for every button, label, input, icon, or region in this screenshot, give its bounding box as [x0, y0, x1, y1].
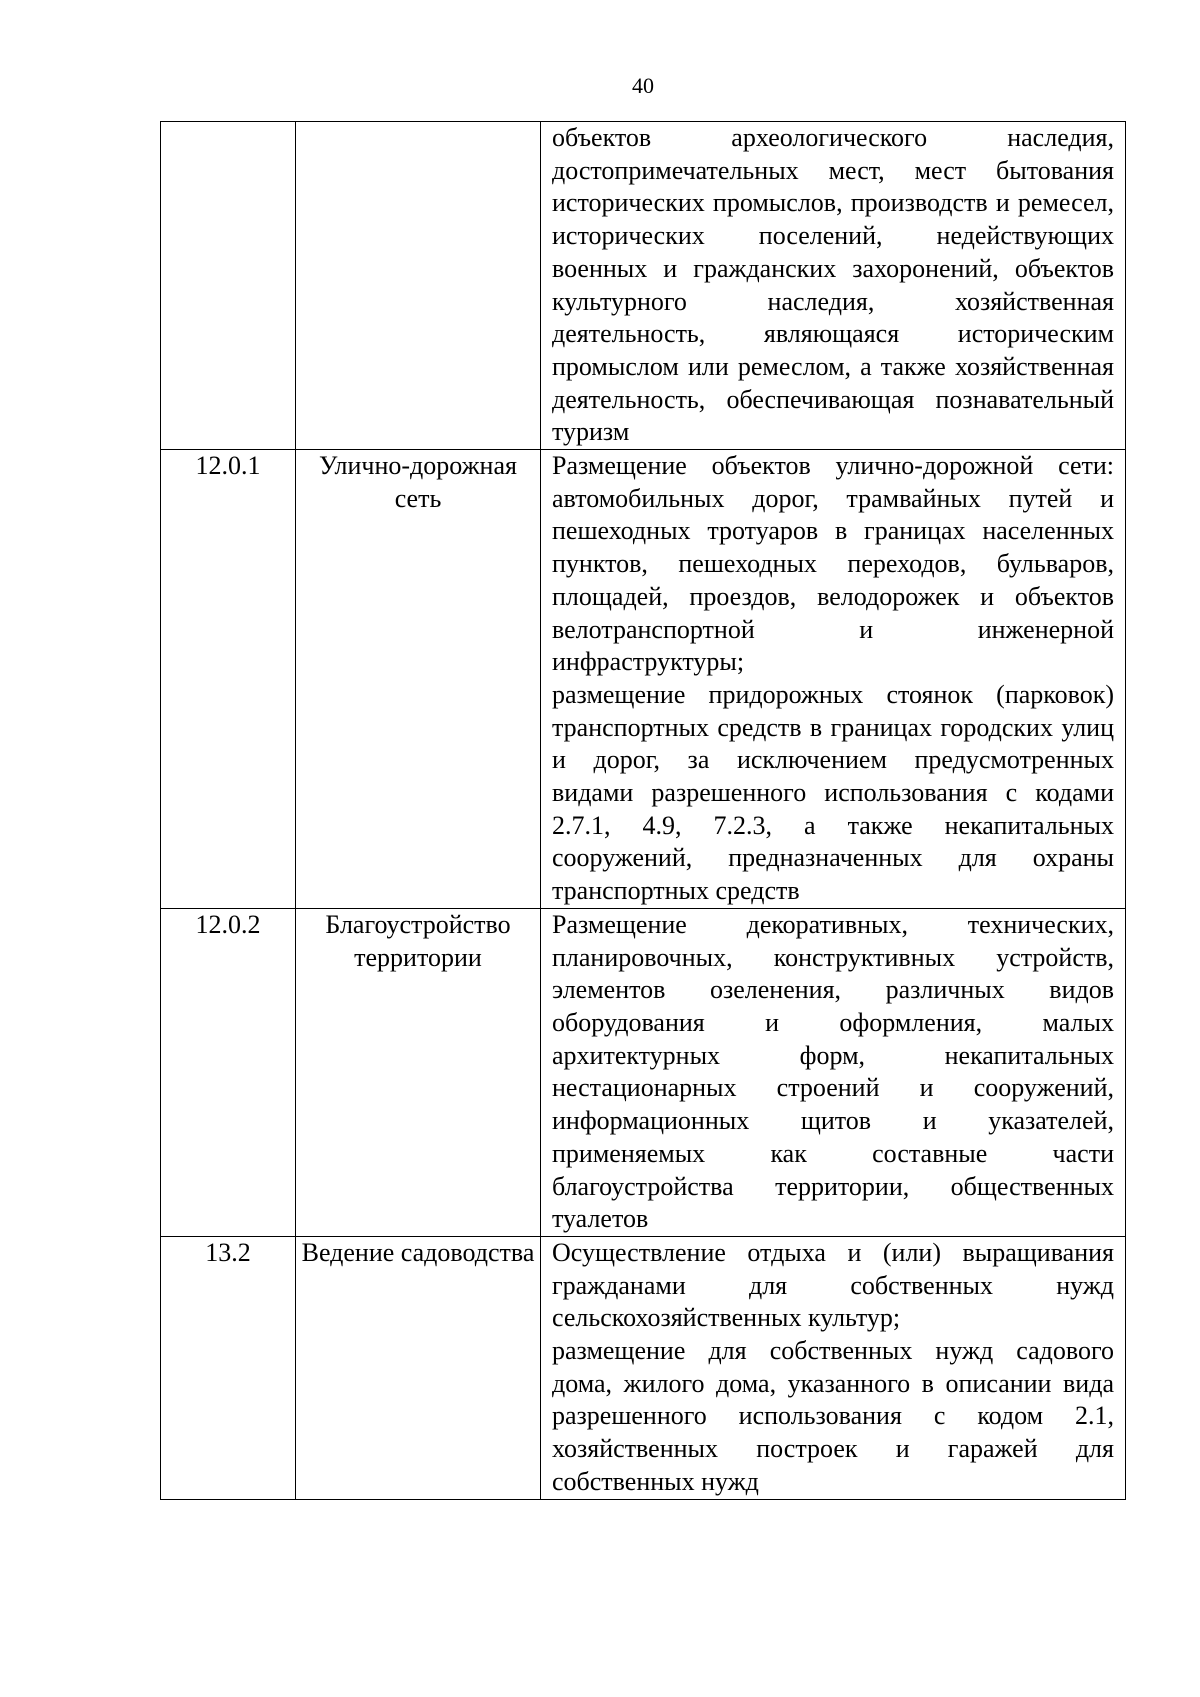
row-name-cell [296, 122, 541, 450]
row-code: 12.0.1 [195, 451, 261, 481]
row-description-cell [541, 450, 1126, 909]
row-description-paragraph: Осуществление отдыха и (или) выращивания гражданами для собственных нужд сельскохозяйственных культур; [552, 1237, 1114, 1333]
row-description-paragraph: размещение придорожных стоянок (парковок) транспортных средств в границах городских улиц и дорог, за исключением предусмотренных видами разрешенного использования с кодами 2.7.1, 4.9, 7.2.3, а также некапитальных сооружений, предназначенных для охраны транспортных средств [552, 679, 1114, 906]
row-code: 12.0.2 [195, 909, 261, 939]
table-row [161, 122, 1126, 450]
page-number: 40 [632, 73, 654, 98]
row-code-cell [161, 908, 296, 1236]
row-description-paragraph: Размещение декоративных, технических, планировочных, конструктивных устройств, элементов озеленения, различных видов оборудования и оформления, малых архитектурных форм, некапитальных нестационарных строений и сооружений, информационных щитов и указателей, применяемых как составные части благоустройства территории, общественных туалетов [552, 909, 1114, 1234]
row-code: 13.2 [205, 1237, 251, 1267]
row-name-cell [296, 450, 541, 909]
row-name: Улично-дорожная сеть [319, 451, 517, 513]
row-description-cell [541, 1236, 1126, 1499]
table-row [161, 1236, 1126, 1499]
row-name: Ведение садоводства [301, 1237, 535, 1267]
row-description-paragraph: Размещение объектов улично-дорожной сети: автомобильных дорог, трамвайных путей и пешеходных тротуаров в границах населенных пунктов, пешеходных переходов, бульваров, площадей, проездов, велодорожек и объектов велотранспортной и инженерной инфраструктуры; [552, 451, 1114, 677]
row-description-paragraph: размещение для собственных нужд садового дома, жилого дома, указанного в описании вида разрешенного использования с кодом 2.1, хозяйственных построек и гаражей для собственных нужд [552, 1336, 1114, 1496]
land-use-table [160, 121, 1126, 1500]
row-code-cell [161, 450, 296, 909]
row-code-cell [161, 122, 296, 450]
row-description-cell [541, 122, 1126, 450]
row-name: Благоустройство территории [325, 909, 511, 972]
table-row [161, 450, 1126, 909]
row-description-cell [541, 908, 1126, 1236]
table-row [161, 908, 1126, 1236]
row-name-cell [296, 1236, 541, 1499]
row-name-cell [296, 908, 541, 1236]
row-code-cell [161, 1236, 296, 1499]
row-description-paragraph: объектов археологического наследия, достопримечательных мест, мест бытования исторических промыслов, производств и ремесел, исторических поселений, недействующих военных и гражданских захоронений, объектов культурного наследия, хозяйственная деятельность, являющаяся историческим промыслом или ремеслом, а также хозяйственная деятельность, обеспечивающая познавательный туризм [552, 123, 1114, 447]
